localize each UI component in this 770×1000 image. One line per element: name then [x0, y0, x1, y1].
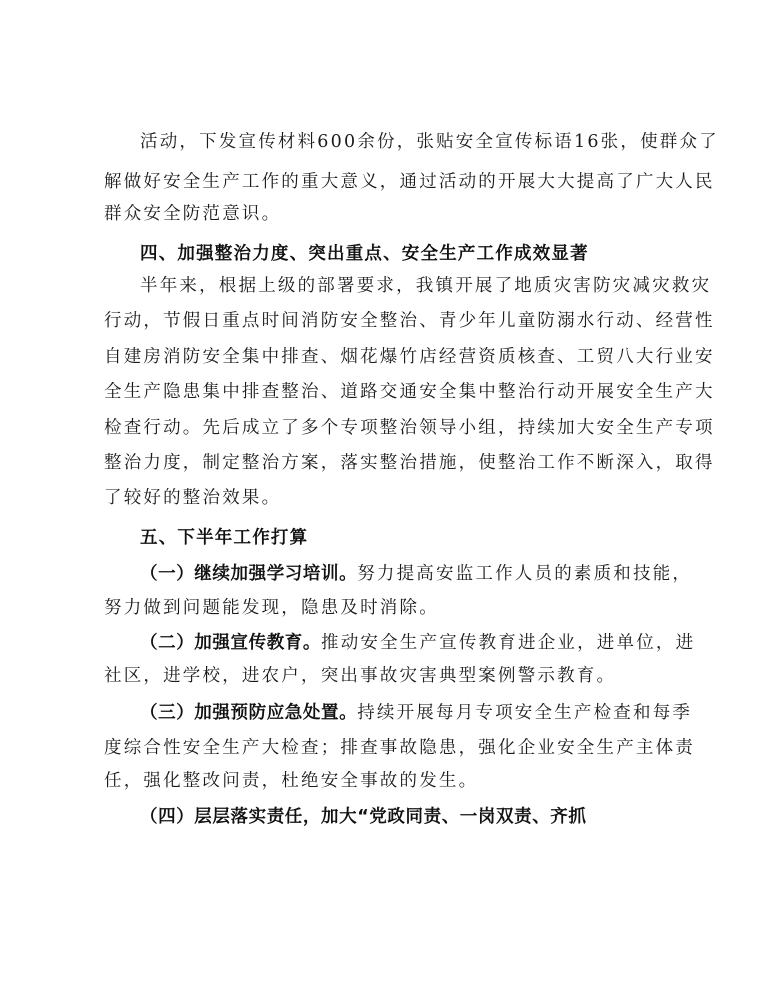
paragraph-line: 社区，进学校，进农户，突出事故灾害典型案例警示教育。: [104, 666, 617, 686]
item-text: 努力提高安监工作人员的素质和技能，: [357, 564, 693, 584]
list-item: [140, 632, 715, 654]
item-text: 持续开展每月专项安全生产检查和每季: [357, 703, 693, 723]
item-title: （二）加强宣传教育。: [140, 633, 321, 653]
paragraph-line: 半年来，根据上级的部署要求，我镇开展了地质灾害防灾减灾救灾: [140, 276, 712, 296]
paragraph-line: 了较好的整治效果。: [104, 488, 282, 508]
section-heading: 五、下半年工作打算: [140, 528, 309, 548]
paragraph-line: 全生产隐患集中排查整治、道路交通安全集中整治行动开展安全生产大: [104, 382, 715, 402]
paragraph-line: 整治力度，制定整治方案，落实整治措施，使整治工作不断深入，取得: [104, 453, 715, 473]
paragraph-line: 检查行动。先后成立了多个专项整治领导小组，持续加大安全生产专项: [104, 418, 715, 438]
paragraph-line: 行动，节假日重点时间消防安全整治、青少年儿童防溺水行动、经营性: [104, 311, 715, 331]
list-item: [140, 702, 715, 724]
paragraph-line: 群众安全防范意识。: [104, 204, 282, 224]
paragraph-line: 解做好安全生产工作的重大意义，通过活动的开展大大提高了广大人民: [104, 172, 715, 192]
item-title: （四）层层落实责任，加大“党政同责、一岗双责、齐抓: [140, 807, 587, 827]
paragraph-line: 度综合性安全生产大检查；排查事故隐患，强化企业安全生产主体责: [104, 738, 695, 758]
paragraph-line: 努力做到问题能发现，隐患及时消除。: [104, 598, 439, 618]
list-item: [140, 806, 715, 828]
paragraph-line: 自建房消防安全集中排查、烟花爆竹店经营资质核查、工贸八大行业安: [104, 347, 715, 367]
paragraph-line: 任，强化整改问责，杜绝安全事故的发生。: [104, 771, 479, 791]
paragraph-line: 活动，下发宣传材料600余份，张贴安全宣传标语16张，使群众了: [140, 132, 719, 152]
list-item: [140, 563, 715, 585]
item-text: 推动安全生产宣传教育进企业，进单位，进: [321, 633, 696, 653]
item-title: （一）继续加强学习培训。: [140, 564, 358, 584]
item-title: （三）加强预防应急处置。: [140, 703, 358, 723]
section-heading: 四、加强整治力度、突出重点、安全生产工作成效显著: [140, 244, 589, 264]
